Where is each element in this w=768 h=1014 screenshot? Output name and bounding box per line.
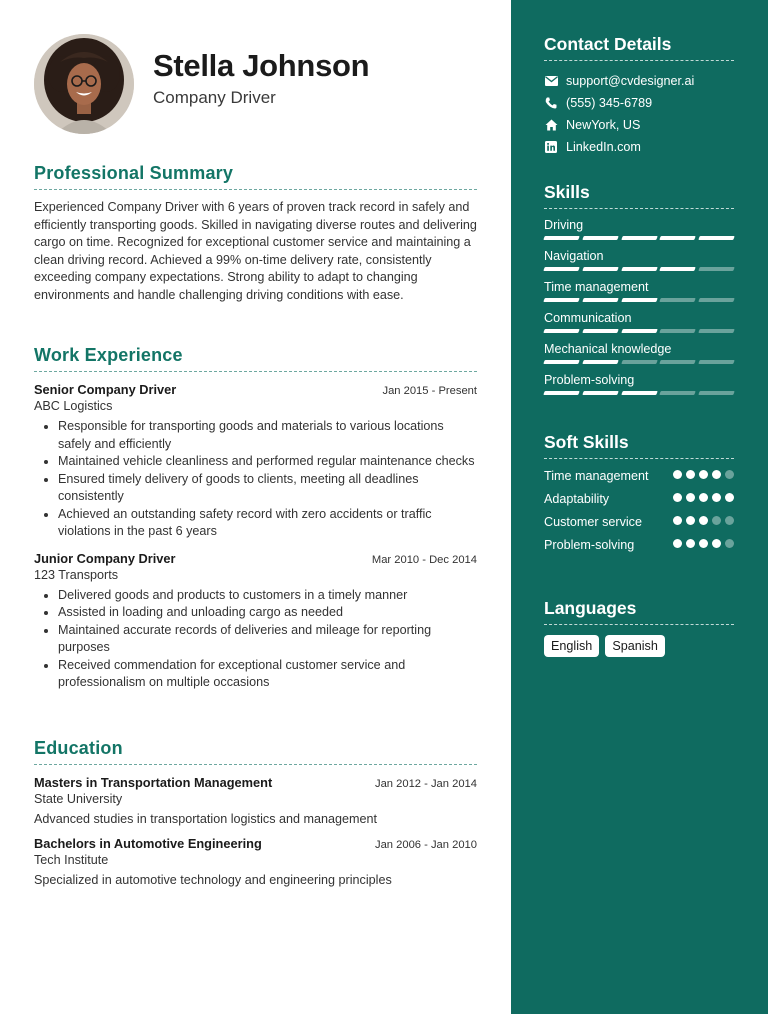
degree-title: Bachelors in Automotive Engineering (34, 836, 262, 851)
rating-dot (712, 516, 721, 525)
skill-level-bar (544, 360, 734, 364)
education-section (34, 738, 477, 887)
rating-dot (699, 516, 708, 525)
rating-dot (673, 493, 682, 502)
skill-bar-segment (621, 236, 657, 240)
job-bullet: • Received commendation for exceptional customer service and professionalism on multiple occasions (58, 657, 477, 692)
rating-dot (699, 470, 708, 479)
soft-skill-item (544, 513, 734, 531)
linkedin-text: LinkedIn.com (566, 140, 641, 154)
school-name: State University (34, 792, 123, 806)
profile-photo (34, 34, 134, 134)
skill-bar-segment (582, 360, 618, 364)
school-name: Tech Institute (34, 853, 109, 867)
contact-linkedin[interactable] (544, 136, 734, 158)
skills-heading: Skills (544, 182, 734, 209)
contact-email[interactable] (544, 70, 734, 92)
job-bullet: • Maintained vehicle cleanliness and performed regular maintenance checks (58, 453, 477, 471)
rating-dot (725, 539, 734, 548)
job-bullet: • Delivered goods and products to customers in a timely manner (58, 587, 477, 605)
experience-section (34, 345, 477, 692)
education-description: Advanced studies in transportation logistics and management (34, 812, 378, 826)
skill-bar-segment (543, 360, 579, 364)
contact-section (544, 34, 734, 158)
skill-level-bar (544, 267, 734, 271)
skill-bar-segment (582, 391, 618, 395)
job-bullet: • Assisted in loading and unloading cargo as needed (58, 604, 477, 622)
skill-bar-segment (543, 267, 579, 271)
soft-skill-rating (669, 516, 734, 525)
skill-name: Problem-solving (544, 373, 635, 387)
job-bullet: • Achieved an outstanding safety record with zero accidents or traffic violations in the past 6 years (58, 506, 477, 541)
skill-bar-segment (698, 360, 734, 364)
summary-section (34, 163, 477, 304)
summary-text: Experienced Company Driver with 6 years of proven track record in safely and efficiently transporting goods. Skilled in navigating diverse routes and delivering cargo on time. Recognized for exceptional customer service and maintaining a clean driving record. Achieved a 99% on-time delivery rate, consistently exceeding company expectations. Strong ability to adapt to changing environments and handle challenging driving conditions with ease. (34, 200, 477, 302)
rating-dot (712, 493, 721, 502)
skills-section (544, 182, 734, 395)
skill-item (544, 218, 734, 240)
skill-bar-segment (660, 391, 696, 395)
rating-dot (712, 539, 721, 548)
soft-skills-heading: Soft Skills (544, 432, 734, 459)
job-company: ABC Logistics (34, 399, 113, 413)
skill-bar-segment (698, 298, 734, 302)
skill-bar-segment (698, 236, 734, 240)
rating-dot (686, 539, 695, 548)
skill-bar-segment (582, 329, 618, 333)
job-role: Junior Company Driver (34, 550, 176, 566)
envelope-icon (544, 74, 558, 88)
job-entry (34, 382, 477, 541)
skill-item (544, 373, 734, 395)
skill-bar-segment (621, 298, 657, 302)
rating-dot (725, 516, 734, 525)
languages-section (544, 598, 734, 657)
education-entry (34, 836, 477, 887)
skill-bar-segment (621, 391, 657, 395)
phone-text: (555) 345-6789 (566, 96, 653, 110)
soft-skill-name: Problem-solving (544, 538, 635, 552)
skill-bar-segment (660, 360, 696, 364)
skill-bar-segment (660, 267, 696, 271)
job-dates: Mar 2010 - Dec 2014 (371, 553, 477, 566)
job-bullets (34, 587, 477, 692)
skill-item (544, 280, 734, 302)
skill-bar-segment (543, 329, 579, 333)
soft-skill-item (544, 490, 734, 508)
soft-skill-item (544, 467, 734, 485)
skill-bar-segment (660, 236, 696, 240)
job-bullet: • Ensured timely delivery of goods to clients, meeting all deadlines consistently (58, 471, 477, 506)
education-dates: Jan 2006 - Jan 2010 (374, 839, 477, 851)
skill-name: Time management (544, 280, 649, 294)
education-dates: Jan 2012 - Jan 2014 (374, 778, 477, 790)
job-entry (34, 551, 477, 692)
skill-name: Communication (544, 311, 632, 325)
job-company: 123 Transports (34, 567, 119, 582)
soft-skill-rating (669, 539, 734, 548)
skill-bar-segment (543, 236, 579, 240)
rating-dot (673, 539, 682, 548)
skill-item (544, 311, 734, 333)
skill-bar-segment (698, 391, 734, 395)
skill-bar-segment (698, 329, 734, 333)
languages-heading: Languages (544, 598, 734, 625)
home-icon (544, 118, 558, 132)
sidebar (511, 0, 768, 1014)
soft-skills-list (544, 467, 734, 554)
summary-heading: Professional Summary (34, 163, 477, 190)
skill-bar-segment (582, 298, 618, 302)
skill-name: Mechanical knowledge (544, 342, 672, 356)
language-list (544, 635, 734, 657)
language-tag: Spanish (605, 635, 665, 657)
soft-skills-section (544, 432, 734, 554)
education-description: Specialized in automotive technology and engineering principles (34, 873, 392, 887)
skill-level-bar (544, 236, 734, 240)
rating-dot (686, 470, 695, 479)
phone-icon (544, 96, 558, 110)
skill-bar-segment (621, 329, 657, 333)
contact-location (544, 114, 734, 136)
skill-bar-segment (621, 360, 657, 364)
skill-item (544, 342, 734, 364)
skill-bar-segment (543, 391, 579, 395)
degree-title: Masters in Transportation Management (34, 775, 273, 790)
skills-list (544, 218, 734, 395)
rating-dot (686, 516, 695, 525)
job-dates: Jan 2015 - Present (382, 385, 477, 397)
skill-name: Driving (544, 218, 584, 232)
email-text: support@cvdesigner.ai (566, 74, 695, 88)
skill-level-bar (544, 329, 734, 333)
skill-bar-segment (660, 298, 696, 302)
rating-dot (686, 493, 695, 502)
skill-item (544, 249, 734, 271)
skill-bar-segment (698, 267, 734, 271)
candidate-name: Stella Johnson (153, 48, 370, 83)
skill-bar-segment (621, 267, 657, 271)
soft-skill-name: Adaptability (544, 492, 610, 506)
language-tag: English (544, 635, 599, 657)
soft-skill-name: Customer service (544, 515, 642, 529)
soft-skill-rating (669, 493, 734, 502)
rating-dot (725, 493, 734, 502)
skill-level-bar (544, 298, 734, 302)
job-bullets (34, 418, 477, 541)
experience-heading: Work Experience (34, 345, 477, 372)
job-role: Senior Company Driver (34, 382, 177, 397)
skill-name: Navigation (544, 249, 604, 263)
skill-bar-segment (660, 329, 696, 333)
skill-level-bar (544, 391, 734, 395)
skill-bar-segment (582, 236, 618, 240)
location-text: NewYork, US (566, 118, 641, 132)
linkedin-icon (544, 140, 558, 154)
soft-skill-item (544, 536, 734, 554)
job-bullet: • Responsible for transporting goods and materials to various locations safely and efficiently (58, 418, 477, 453)
skill-bar-segment (543, 298, 579, 302)
rating-dot (673, 516, 682, 525)
job-bullet: • Maintained accurate records of deliveries and mileage for reporting purposes (58, 622, 477, 657)
rating-dot (725, 470, 734, 479)
rating-dot (712, 470, 721, 479)
contact-phone[interactable] (544, 92, 734, 114)
education-entry (34, 775, 477, 826)
skill-bar-segment (582, 267, 618, 271)
rating-dot (699, 493, 708, 502)
soft-skill-name: Time management (544, 469, 649, 483)
soft-skill-rating (669, 470, 734, 479)
candidate-title: Company Driver (153, 88, 276, 107)
rating-dot (699, 539, 708, 548)
contact-heading: Contact Details (544, 34, 734, 61)
rating-dot (673, 470, 682, 479)
education-heading: Education (34, 738, 477, 765)
